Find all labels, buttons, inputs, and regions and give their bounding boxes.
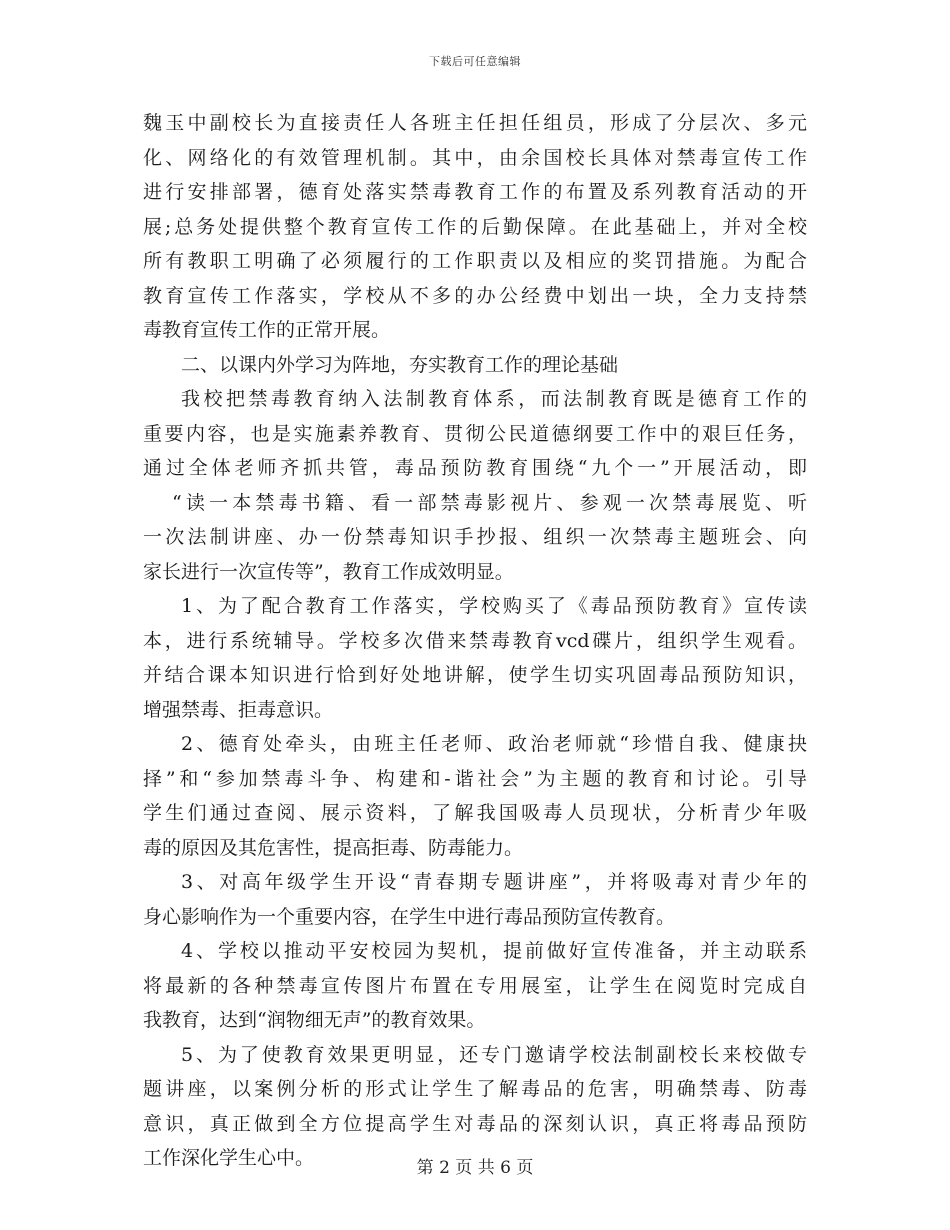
text-line: 3、对高年级学生开设“青春期专题讲座”，并将吸毒对青少年的 <box>181 871 807 893</box>
text-line: 择”和“参加禁毒斗争、构建和-谐社会”为主题的教育和讨论。引导 <box>143 767 807 790</box>
text-line: 化、网络化的有效管理机制。其中，由余国校长具体对禁毒宣传工作 <box>143 146 807 169</box>
text-line: 展;总务处提供整个教育宣传工作的后勤保障。在此基础上，并对全校 <box>143 215 807 238</box>
text-line: 所有教职工明确了必须履行的工作职责以及相应的奖罚措施。为配合 <box>143 250 807 272</box>
page-number: 第 2 页 共 6 页 <box>416 1158 534 1178</box>
text-line: 学生们通过查阅、展示资料，了解我国吸毒人员现状，分析青少年吸 <box>143 802 807 824</box>
text-line: 重要内容，也是实施素养教育、贯彻公民道德纲要工作中的艰巨任务， <box>143 422 807 445</box>
page-header-note: 下载后可任意编辑 <box>429 55 521 68</box>
text-line: 并结合课本知识进行恰到好处地讲解，使学生切实巩固毒品预防知识， <box>143 664 807 686</box>
text-line: 1、为了配合教育工作落实，学校购买了《毒品预防教育》宣传读 <box>181 595 807 617</box>
text-line: 毒教育宣传工作的正常开展。 <box>143 319 391 341</box>
text-line: 题讲座，以案例分析的形式让学生了解毒品的危害，明确禁毒、防毒 <box>143 1078 807 1100</box>
text-line: 2、德育处牵头，由班主任老师、政治老师就“珍惜自我、健康抉 <box>181 733 807 755</box>
section-heading: 二、以课内外学习为阵地，夯实教育工作的理论基础 <box>181 353 619 376</box>
text-line: 毒的原因及其危害性，提高拒毒、防毒能力。 <box>143 836 524 859</box>
text-line: 一次法制讲座、办一份禁毒知识手抄报、组织一次禁毒主题班会、向 <box>143 526 807 548</box>
text-line: 进行安排部署，德育处落实禁毒教育工作的布置及系列教育活动的开 <box>143 181 807 203</box>
text-line: 教育宣传工作落实，学校从不多的办公经费中划出一块，全力支持禁 <box>143 284 807 307</box>
text-line: 将最新的各种禁毒宣传图片布置在专用展室，让学生在阅览时完成自 <box>143 974 807 997</box>
text-line: 魏玉中副校长为直接责任人各班主任担任组员，形成了分层次、多元 <box>143 112 807 134</box>
text-line: 增强禁毒、拒毒意识。 <box>143 698 334 721</box>
text-line: 通过全体老师齐抓共管，毒品预防教育围绕“九个一”开展活动，即 <box>143 457 807 479</box>
text-line: 4、学校以推动平安校园为契机，提前做好宣传准备，并主动联系 <box>181 940 807 962</box>
text-line: 我校把禁毒教育纳入法制教育体系，而法制教育既是德育工作的 <box>181 388 807 410</box>
text-line: 身心影响作为一个重要内容，在学生中进行毒品预防宣传教育。 <box>143 905 676 928</box>
text-line: 家长进行一次宣传等”，教育工作成效明显。 <box>143 560 514 583</box>
text-line: 我教育，达到“润物细无声”的教育效果。 <box>143 1009 486 1031</box>
text-line: 意识，真正做到全方位提高学生对毒品的深刻认识，真正将毒品预防 <box>143 1112 807 1135</box>
text-line: 本，进行系统辅导。学校多次借来禁毒教育vcd碟片，组织学生观看。 <box>143 629 807 652</box>
document-body <box>143 106 807 1176</box>
text-line: “读一本禁毒书籍、看一部禁毒影视片、参观一次禁毒展览、听 <box>172 491 807 514</box>
text-line: 工作深化学生心中。 <box>143 1147 315 1169</box>
text-line: 5、为了使教育效果更明显，还专门邀请学校法制副校长来校做专 <box>181 1043 807 1066</box>
